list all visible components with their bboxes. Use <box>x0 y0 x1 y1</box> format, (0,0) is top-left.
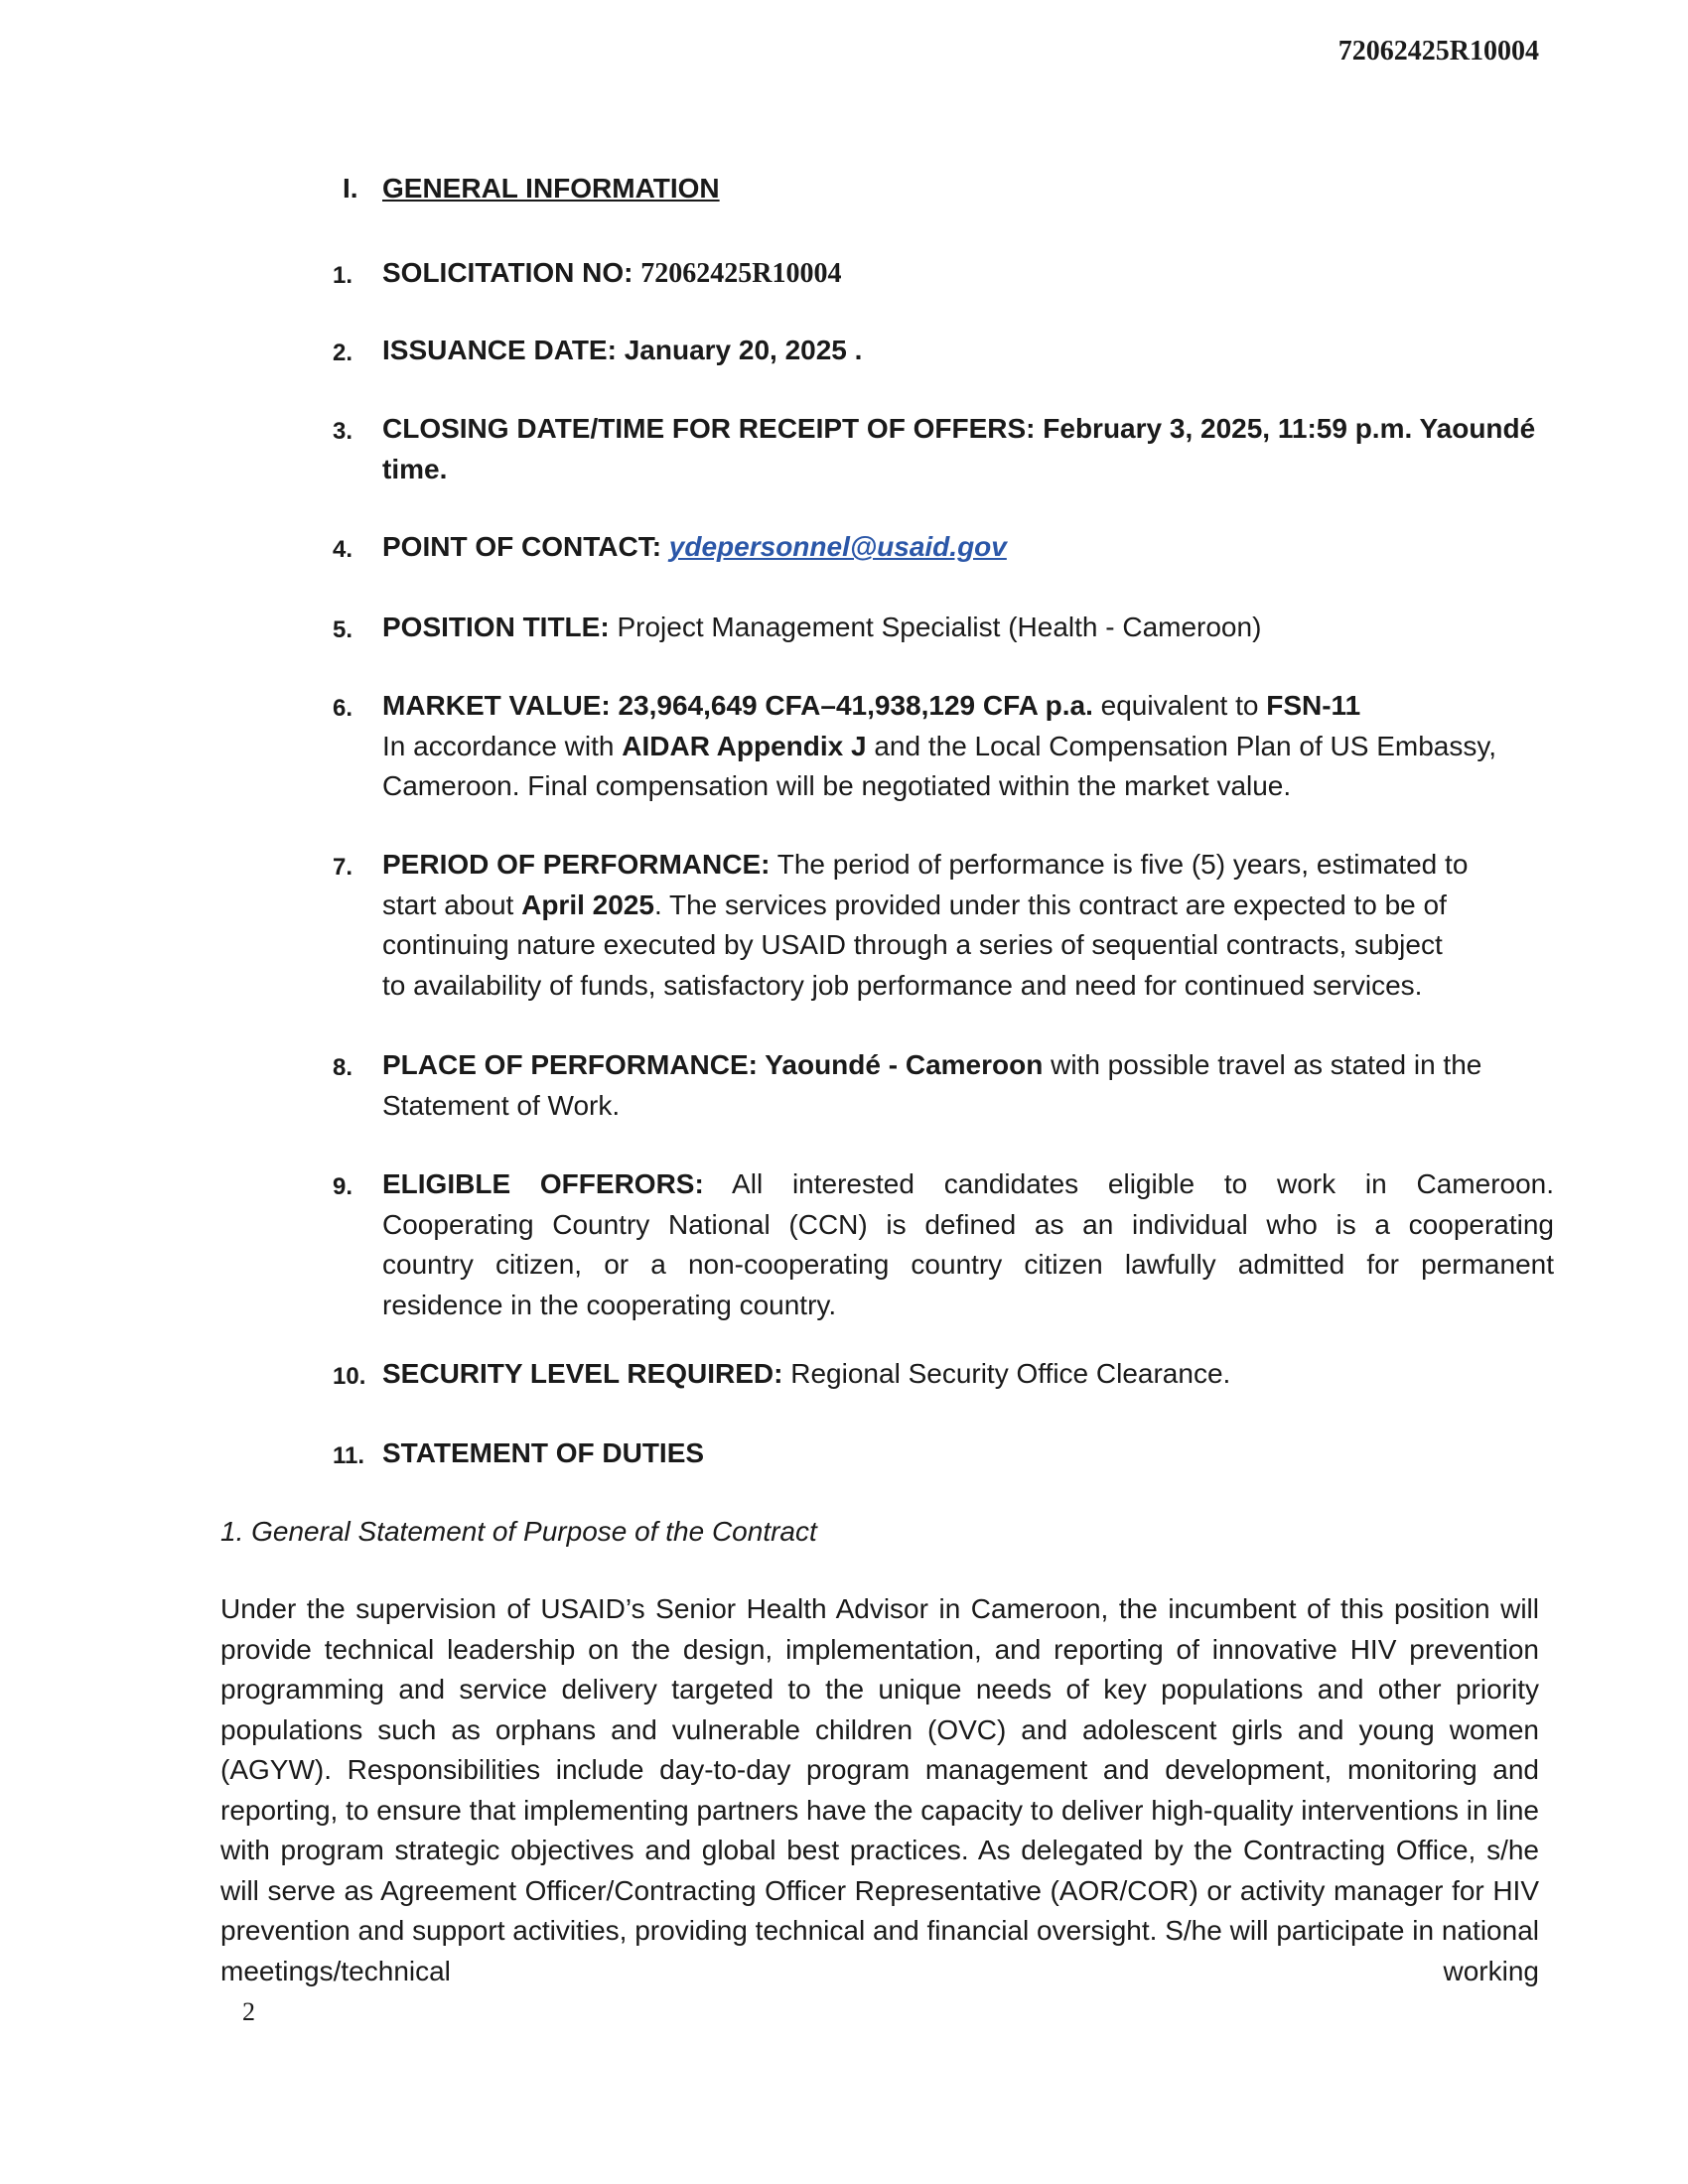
section-heading <box>343 173 720 205</box>
item-issuance-date <box>333 331 1554 371</box>
item-security-level <box>333 1354 1554 1395</box>
item-place-of-performance <box>333 1045 1554 1126</box>
item-label: POSITION TITLE: <box>382 612 610 642</box>
item-market-value <box>333 686 1554 807</box>
item-closing-date <box>333 409 1554 489</box>
purpose-paragraph: Under the supervision of USAID’s Senior Health Advisor in Cameroon, the incumbent of this position will provide technical leadership on the design, implementation, and reporting of innovative HIV prevention programming and service delivery targeted to the unique needs of key populations and other priority populations such as orphans and vulnerable children (OVC) and adolescent girls and young women (AGYW). Responsibilities include day-to-day program management and development, monitoring and reporting, to ensure that implementing partners have the capacity to deliver high-quality interventions in line with program strategic objectives and global best practices. As delegated by the Contracting Office, s/he will serve as Agreement Officer/Contracting Officer Representative (AOR/COR) or activity manager for HIV prevention and support activities, providing technical and financial oversight. S/he will participate in national meetings/technical working <box>220 1593 1539 1986</box>
item-label: STATEMENT OF DUTIES <box>382 1437 705 1468</box>
closing-date: February 3, 2025, 11:59 p.m. Yaoundé <box>1043 413 1536 444</box>
place-text: with possible travel as stated in the <box>1051 1049 1482 1080</box>
closing-date-continued: time. <box>382 453 448 484</box>
item-label: MARKET VALUE: 23,964,649 CFA–41,938,129 CFA p.a. <box>382 690 1093 721</box>
item-number: 4. <box>333 536 353 563</box>
page-number: 2 <box>242 1997 255 2026</box>
solicitation-number: 72062425R10004 <box>640 258 842 289</box>
eligibility-text: All interested candidates eligible to work in Cameroon. <box>732 1168 1555 1199</box>
item-eligible-offerors <box>333 1164 1554 1325</box>
period-text: to availability of funds, satisfactory job performance and need for continued services. <box>382 969 1423 1001</box>
item-label: CLOSING DATE/TIME FOR RECEIPT OF OFFERS: <box>382 413 1036 444</box>
eligibility-text: country citizen, or a non-cooperating country citizen lawfully admitted for permanent <box>382 1249 1554 1280</box>
grade-level: FSN-11 <box>1266 690 1361 721</box>
item-number: 5. <box>333 616 353 643</box>
eligibility-text: residence in the cooperating country. <box>382 1289 837 1320</box>
item-label: SECURITY LEVEL REQUIRED: <box>382 1358 783 1389</box>
market-value-text: In accordance with <box>382 730 615 761</box>
aidar-reference: AIDAR Appendix J <box>622 730 867 761</box>
contact-email-link[interactable]: ydepersonnel@usaid.gov <box>668 531 1007 562</box>
item-label: ELIGIBLE OFFERORS: <box>382 1168 704 1199</box>
period-text: The period of performance is five (5) years, estimated to <box>776 849 1469 880</box>
item-solicitation-no <box>333 253 1554 295</box>
item-period-of-performance <box>333 845 1554 1006</box>
place-text: Statement of Work. <box>382 1089 621 1121</box>
item-number: 10. <box>333 1363 366 1390</box>
market-value-text: Cameroon. Final compensation will be negotiated within the market value. <box>382 770 1292 801</box>
item-number: 8. <box>333 1054 353 1081</box>
start-date: April 2025 <box>521 888 654 920</box>
purpose-subheading: 1. General Statement of Purpose of the Contract <box>220 1516 817 1547</box>
document-number: 72062425R10004 <box>1337 36 1539 67</box>
market-value-text: equivalent to <box>1100 690 1259 721</box>
item-position-title <box>333 608 1554 648</box>
position-title: Project Management Specialist (Health - Cameroon) <box>617 612 1262 642</box>
item-number: 2. <box>333 340 353 366</box>
item-label: PLACE OF PERFORMANCE: Yaoundé - Cameroon <box>382 1049 1044 1080</box>
eligibility-text: Cooperating Country National (CCN) is defined as an individual who is a cooperating <box>382 1208 1554 1240</box>
item-label: PERIOD OF PERFORMANCE: <box>382 849 771 880</box>
item-number: 7. <box>333 854 353 881</box>
security-level: Regional Security Office Clearance. <box>790 1358 1231 1389</box>
item-number: 11. <box>333 1442 365 1469</box>
item-label: SOLICITATION NO: <box>382 257 633 288</box>
item-statement-of-duties <box>333 1433 1554 1474</box>
item-number: 6. <box>333 695 353 722</box>
issuance-date: January 20, 2025 . <box>624 335 863 365</box>
item-label: POINT OF CONTACT: <box>382 531 662 562</box>
section-roman-numeral: I. <box>343 173 358 204</box>
period-text: start about <box>382 888 514 920</box>
market-value-text: and the Local Compensation Plan of US Embassy, <box>874 730 1497 761</box>
item-number: 9. <box>333 1173 353 1200</box>
period-text: continuing nature executed by USAID through a series of sequential contracts, subject <box>382 929 1443 960</box>
item-number: 3. <box>333 418 353 445</box>
item-number: 1. <box>333 262 353 289</box>
section-title: GENERAL INFORMATION <box>382 173 720 204</box>
period-text: . The services provided under this contract are expected to be of <box>653 888 1447 920</box>
item-label: ISSUANCE DATE: <box>382 335 617 365</box>
item-point-of-contact <box>333 527 1554 568</box>
